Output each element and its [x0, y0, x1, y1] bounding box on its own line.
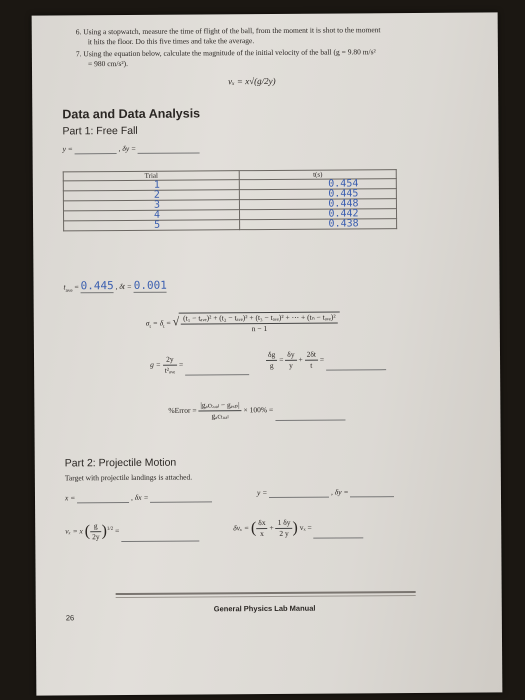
velocity-equation: vₓ = x√(g/2y) — [228, 75, 276, 87]
dvx-tail: vₓ = — [299, 522, 312, 532]
sigma-formula: $\sigma_t = \delta_t$ = √ (t₁ − tₐᵥₑ)² + (t₂ − tₐᵥₑ)² + (t₃ − tₐᵥₑ)² + ⋯ + (tₙ − tₐᵥₑ)² n − 1 — [146, 311, 340, 334]
dy-blank — [138, 144, 200, 153]
y-blank — [269, 489, 329, 498]
dvx-term-2 — [276, 518, 293, 539]
sigma-equals-delta: = δ — [152, 318, 164, 328]
dx-blank — [150, 493, 212, 502]
dx-label: , δx = — [130, 492, 149, 502]
instruction-7-line-1: 7. Using the equation below, calculate the magnitude of the initial velocity of the ball (g = 9.80 m/s² — [75, 47, 376, 59]
part2-y-row — [257, 487, 394, 498]
trial-time: 0.442 — [239, 209, 396, 220]
part2-note: Target with projectile landings is attached. — [64, 472, 193, 483]
dg-lhs — [266, 350, 277, 371]
error-numerator: |gₐcₜᵤₐₗ − gₑₓₚ| — [198, 400, 241, 411]
dvx-plus: + — [269, 523, 274, 533]
sigma-label: σ — [145, 318, 150, 328]
instruction-6-line-2: it hits the floor. Do this five times and take the average. — [87, 36, 255, 47]
trial-time: 0.448 — [239, 199, 396, 210]
g-denominator: t²ₐᵥₑ — [164, 365, 176, 375]
vx-blank — [121, 532, 199, 542]
trial-header: Trial — [63, 171, 239, 181]
g-label: g = — [150, 359, 161, 370]
g-blank — [185, 366, 249, 375]
dg-term-2-denominator: t — [310, 360, 313, 370]
trial-number: 3 — [63, 200, 239, 211]
dvx-term-1-numerator: δx — [256, 518, 267, 529]
error-fraction — [198, 400, 241, 421]
vx-label: vₓ = x — [65, 526, 83, 536]
dvx-term-2-numerator: 1 δy — [276, 518, 293, 529]
tave-subscript: ave — [65, 288, 73, 294]
manual-title: General Physics Lab Manual — [213, 603, 316, 614]
vx-numerator: g — [90, 521, 102, 532]
section-title: Data and Data Analysis — [62, 106, 201, 122]
dg-term-1-denominator: y — [289, 360, 293, 370]
dvx-blank — [314, 529, 364, 538]
dvx-term-2-denominator: 2 y — [279, 528, 289, 538]
tave-value: 0.445 — [80, 279, 114, 293]
part2-x-row — [65, 492, 212, 503]
y-blank — [75, 145, 117, 154]
sigma-denominator: n − 1 — [251, 323, 268, 334]
dt-value: 0.001 — [133, 278, 167, 292]
error-formula — [168, 399, 345, 421]
sigma-equals: = — [166, 318, 171, 328]
trial-time: 0.454 — [239, 179, 396, 190]
trial-time: 0.445 — [239, 189, 396, 200]
dg-plus: + — [298, 354, 303, 364]
footer-rule-thin — [116, 595, 416, 598]
dg-term-1-numerator: δy — [285, 350, 296, 361]
error-label: %Error = — [168, 405, 197, 415]
trial-number: 5 — [64, 220, 240, 231]
table-row — [64, 219, 397, 231]
instruction-7-line-2: = 980 cm/s²). — [87, 58, 129, 69]
dg-blank — [326, 361, 386, 370]
delta-subscript: t — [163, 324, 165, 330]
instruction-6 — [76, 24, 486, 47]
sigma-numerator: (t₁ − tₐᵥₑ)² + (t₂ − tₐᵥₑ)² + (t₃ − tₐᵥₑ)² + ⋯ + (tₙ − tₐᵥₑ)² — [181, 313, 338, 325]
instruction-6-line-1: 6. Using a stopwatch, measure the time of flight of the ball, from the moment it is shot to the moment — [75, 25, 381, 37]
vx-denominator: 2y — [92, 532, 100, 542]
dvx-term-1 — [256, 518, 267, 539]
dvx-label: δvₓ = — [233, 523, 250, 533]
dg-term-1 — [285, 350, 296, 371]
vx-exponent: 1/2 — [106, 526, 114, 532]
dvx-formula: δvₓ = ( $\frac{\delta x}{x}$ + $\frac{1 \delta y}{2 y}$ ) vₓ = — [233, 517, 364, 539]
y-label: y = — [62, 144, 73, 154]
time-header: t(s) — [239, 170, 396, 180]
g-equals: = — [178, 359, 184, 369]
part1-y-row — [63, 143, 200, 154]
error-denominator: gₐcₜᵤₐₗ — [211, 411, 229, 421]
part2-title: Part 2: Projectile Motion — [64, 456, 177, 470]
y-label: y = — [256, 488, 268, 498]
page-number: 26 — [65, 613, 75, 623]
dvx-term-1-denominator: x — [260, 529, 264, 539]
vx-fraction — [90, 521, 102, 542]
trial-time: 0.438 — [240, 219, 397, 230]
error-tail: × 100% = — [243, 405, 274, 415]
sigma-fraction — [179, 311, 340, 334]
dg-term-2-numerator: 2δt — [305, 350, 318, 361]
g-numerator: 2y — [163, 355, 178, 366]
vx-formula: vₓ = x ( $\frac{g}{2y}$ )$^{1/2}$ = — [65, 520, 199, 542]
worksheet-page — [32, 12, 503, 695]
dy-blank — [350, 488, 394, 497]
dg-term-2 — [305, 350, 319, 371]
dt-label: , δt = — [115, 281, 132, 292]
trial-table — [63, 169, 397, 231]
dg-equals-2: = — [319, 354, 325, 364]
tave-label: t — [63, 282, 66, 292]
x-blank — [77, 494, 129, 503]
tave-row: $t_{ave} = 0.445$ , δt = 0.001 — [63, 278, 167, 294]
g-fraction — [163, 355, 178, 376]
sigma-subscript: t — [149, 325, 151, 331]
error-blank — [275, 411, 345, 420]
part1-title: Part 1: Free Fall — [62, 124, 138, 138]
dg-equals: = — [279, 355, 284, 365]
x-label: x = — [64, 493, 76, 503]
dg-lhs-numerator: δg — [266, 350, 277, 361]
instruction-7 — [76, 46, 486, 69]
dy-label: , δy = — [330, 487, 349, 497]
trial-number: 4 — [63, 210, 239, 221]
vx-equals: = — [115, 526, 120, 536]
g-formula — [150, 354, 249, 376]
trial-number: 1 — [63, 180, 239, 191]
trial-number: 2 — [63, 190, 239, 201]
dg-lhs-denominator: g — [269, 360, 274, 370]
dy-label: , δy = — [118, 143, 137, 154]
dg-formula — [266, 349, 386, 371]
